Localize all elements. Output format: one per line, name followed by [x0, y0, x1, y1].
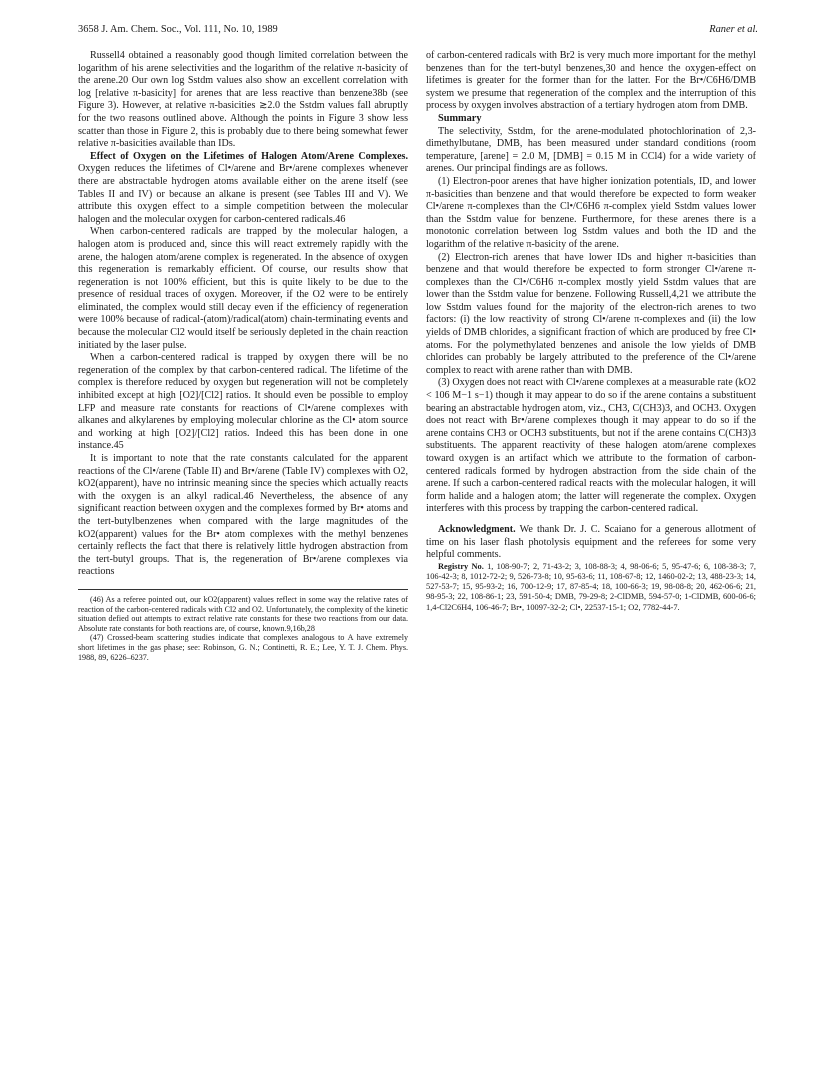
paragraph-oxygen-effect [78, 151, 408, 227]
run-in-heading: Registry No. [438, 561, 484, 571]
footnote: (46) As a referee pointed out, our kO2(apparent) values reflect in some way the relative rates of reaction of the carbon-centered radicals with Cl2 and O2. Unfortunately, the complexity of the kinetic situation defied out attempts to extract relative rate constants for these two reactions from our data. Absolute rate constants for both reactions are, of course, known.9,16b,28 [78, 594, 408, 633]
paragraph-body: We thank Dr. J. C. Scaiano for a generous allotment of time on his laser flash photolysis equipment and the referees for some very helpful comments. [426, 523, 756, 561]
page-header [78, 24, 758, 40]
running-authors: Raner et al. [709, 24, 758, 35]
footnote: (47) Crossed-beam scattering studies indicate that complexes analogous to A have extremely short lifetimes in the gas phase; see: Robinson, G. N.; Continetti, R. E.; Lee, Y. T. J. Chem. Phys. 1988, 89, 6226–6237. [78, 633, 408, 662]
right-column [426, 50, 756, 613]
finding-item: (3) Oxygen does not react with Cl•/arene complexes at a measurable rate (kO2 < 106 M−1 s−1) though it may appear to do so if the arene contains a substituent bearing an abstractable hydrogen atom, viz., CH3, C(CH3)3, and OCH3. Oxygen does not react with Br•/arene complexes though it may appear to do so if the arene contains CH3 or OCH3 substituents, but not if the arene contains C(CH3)3 substituents. The apparent reactivity of these halogen atom/arene complexes toward oxygen is an artifact which we attribute to the formation of carbon-centered radicals formed by hydrogen abstraction from the side chain of the arene. If such a carbon-centered radical reacts with the molecular halogen, it will form halide and a halogen atom; the latter will regenerate the complex. Oxygen interferes with this process by trapping the carbon-centered radical. [426, 377, 756, 515]
paragraph-body: 1, 108-90-7; 2, 71-43-2; 3, 108-88-3; 4, 98-06-6; 5, 95-47-6; 6, 108-38-3; 7, 106-42-3; 8, 1012-72-2; 9, 526-73-8; 10, 95-63-6; 11, 108-67-8; 12, 1460-02-2; 13, 488-23-3; 14, 527-53-7; 15, 95-93-2; 16, 700-12-9; 17, 87-85-4; 18, 100-66-3; 19, 98-08-8; 20, 462-06-6; 21, 98-95-3; 22, 108-86-1; 23, 591-50-4; DMB, 79-29-8; 2-ClDMB, 594-57-0; 1-ClDMB, 600-06-6; 1,4-Cl2C6H4, 106-46-7; Br•, 10097-32-2; Cl•, 22537-15-1; O2, 7782-44-7. [426, 561, 756, 612]
run-in-heading: Effect of Oxygen on the Lifetimes of Halogen Atom/Arene Complexes. [90, 150, 408, 162]
finding-item: (1) Electron-poor arenes that have higher ionization potentials, ID, and lower π-basicities than benzene and that would therefore be expected to form weaker Cl•/arene π-complexes than the Cl•/C6H6 π-complex yield Sstdm values lower than the Sstdm value for benzene. Furthermore, for these arenes there is a monotonic correlation between log Sstdm values and both the ID and the logarithm of the relative π-basicity of the arene. [426, 175, 756, 250]
paragraph: Russell4 obtained a reasonably good though limited correlation between the logarithm of his arene selectivities and the logarithm of the relative π-basicity of the arene.20 Our own log Sstdm values also show an excellent correlation with log [relative π-basicity] for arenes that are less reactive than benzene38b (see Figure 3). However, at relative π-basicities ≳2.0 the Sstdm values fall abruptly for the two reasons outlined above. Although the points in Figure 3 show less scatter than those in Figure 2, this is probably due to there being somewhat fewer relative π-basicities available than IDs. [78, 50, 408, 150]
registry-numbers [426, 562, 756, 613]
section-heading-summary: Summary [438, 112, 482, 124]
journal-citation: 3658 J. Am. Chem. Soc., Vol. 111, No. 10, 1989 [78, 24, 278, 35]
finding-item: (2) Electron-rich arenes that have lower IDs and higher π-basicities than benzene and that would therefore be expected to form stronger Cl•/arene π-complexes than the Cl•/C6H6 π-complex mostly yield Sstdm values that are lower than the Sstdm value for benzene. Following Russell,4,21 we attribute the low Sstdm values found for the majority of the electron-rich arenes to two factors: (i) the low reactivity of strong Cl•/arene π-complexes and (ii) the low yields of DMB chlorides, a significant fraction of which are produced by free Cl• atoms. For the polymethylated benzenes and anisole the low yields of DMB chlorides can probably be largely attributed to the preference of the Cl•/arene complex to react with arene rather than with DMB. [426, 251, 756, 376]
paragraph: of carbon-centered radicals with Br2 is very much more important for the methyl benzenes than for the tert-butyl benzenes,30 and hence the oxygen-effect on lifetimes is greater for the former than for the latter. For the Br•/C6H6/DMB system we presume that regeneration of the complex and the interruption of this process by oxygen involves abstraction of a tertiary hydrogen atom from DMB. [426, 50, 756, 112]
paragraph: When a carbon-centered radical is trapped by oxygen there will be no regeneration of the complex by that carbon-centered radical. The lifetime of the complex is therefore reduced by oxygen but regeneration will not be completely inhibited except at high [O2]/[Cl2] ratios. It should even be possible to employ LFP and measure rate constants for reactions of Cl•/arene complexes with alkanes and alkylarenes by employing molecular chlorine as the Cl• atom source and working at high [O2]/[Cl2] ratios. Indeed this has been done in one instance.45 [78, 352, 408, 452]
run-in-heading: Acknowledgment. [438, 523, 516, 535]
paragraph: The selectivity, Sstdm, for the arene-modulated photochlorination of 2,3-dimethylbutane, DMB, has been measured under standard conditions (room temperature, [arene] = 2.0 M, [DMB] = 0.15 M in CCl4) for a wide variety of arenes. Our principal findings are as follows. [426, 125, 756, 175]
left-column [78, 50, 408, 662]
paragraph: When carbon-centered radicals are trapped by the molecular halogen, a halogen atom is produced and, since this will react extremely rapidly with the arene, the halogen atom/arene complex is regenerated. In the absence of oxygen this regeneration is remarkably efficient. Of course, our results show that regeneration is not 100% efficient, but this is quite likely to be due to the presence of residual traces of oxygen. Moreover, if the O2 were to be entirely eliminated, the complex would still decay even if the efficiency of regeneration were 100% because of radical-(atom)/radical(atom) chain-terminating events and because the molecular Cl2 would itself be seriously depleted in the chain reaction initiated by the laser pulse. [78, 226, 408, 351]
paragraph-body: Oxygen reduces the lifetimes of Cl•/arene and Br•/arene complexes whenever there are abstractable hydrogen atoms available either on the arene itself (see Tables II and IV) or because an alkane is present (see Tables III and V). We attribute this oxygen effect to a simple competition between the molecular halogen and the molecular oxygen for carbon-centered radicals.46 [78, 163, 408, 225]
paragraph: It is important to note that the rate constants calculated for the apparent reactions of the Cl•/arene (Table II) and Br•/arene (Table IV) complexes with O2, kO2(apparent), have no intrinsic meaning since the species which actually reacts with the oxygen is an alkyl radical.46 Nevertheless, the absence of any significant reaction between oxygen and the complexes formed by Br• atoms and the tert-butylbenzenes when compared with the large magnitudes of the kO2(apparent) values for the Br• atom complexes with the methyl benzenes certainly reflects the fact that there is relatively little hydrogen abstraction from the tert-butyl groups. That is, the regeneration of Br•/arene complexes via reactions [78, 453, 408, 578]
footnote-divider [78, 589, 408, 590]
acknowledgment [426, 524, 756, 562]
